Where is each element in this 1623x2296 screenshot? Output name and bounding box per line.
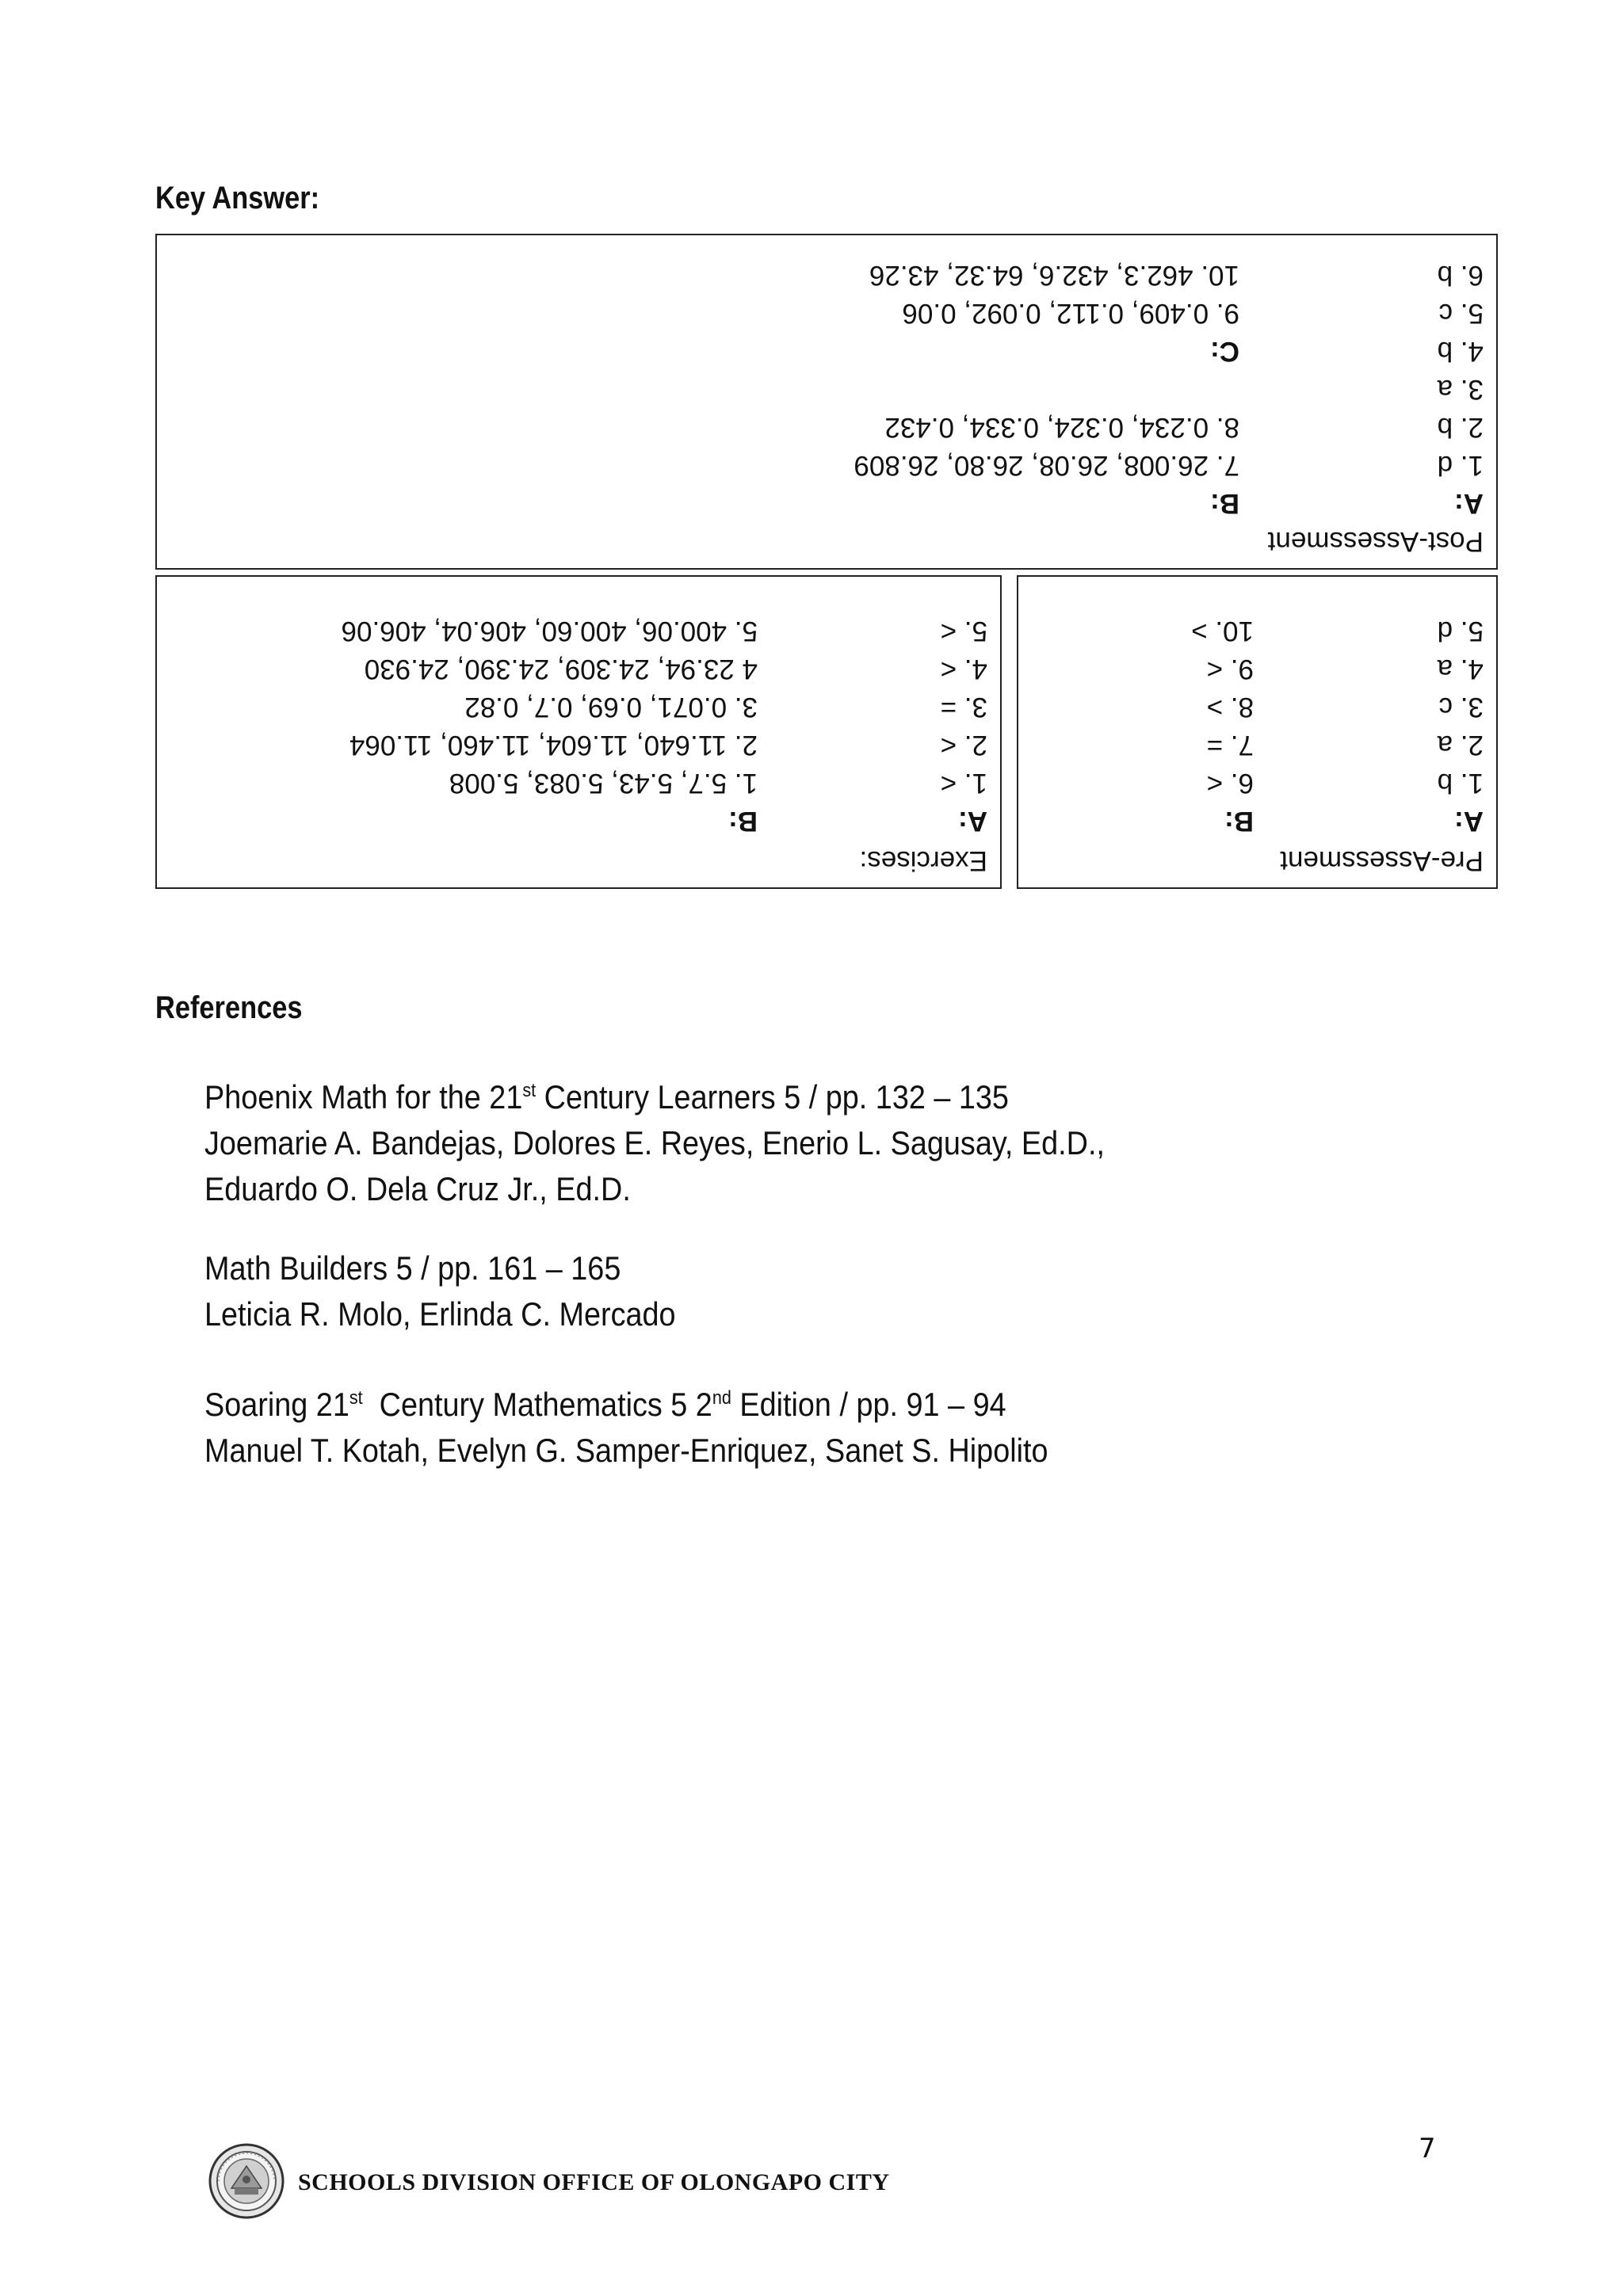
reference-title-text: Century Learners 5 / pp. 132 – 135 (536, 1078, 1009, 1116)
reference-authors: Eduardo O. Dela Cruz Jr., Ed.D. (204, 1170, 631, 1207)
post-answer-9: 9. 0.409, 0.112, 0.092, 0.06 (902, 298, 1239, 329)
reference-title-sup: st (522, 1080, 537, 1101)
pre-answer-3: 3. c (1438, 692, 1484, 723)
footer-office-name: SCHOOLS DIVISION OFFICE OF OLONGAPO CITY (298, 2169, 890, 2195)
reference-entry (204, 1245, 676, 1337)
post-answer-3: 3. a (1437, 374, 1484, 405)
reference-title (204, 1382, 1048, 1428)
reference-title-sup: st (349, 1387, 363, 1409)
exercise-a-answer-4: 4. < (940, 654, 987, 685)
pre-answer-4: 4. a (1437, 654, 1484, 685)
post-part-c-label: C: (1210, 336, 1239, 367)
post-part-a-label: A: (1454, 488, 1484, 519)
reference-title (204, 1074, 1105, 1120)
reference-title-text: Century Mathematics 5 2 (362, 1386, 712, 1423)
exercise-a-answer-3: 3. = (940, 692, 987, 723)
reference-title-text: Soaring 21 (204, 1386, 349, 1423)
reference-entry (204, 1382, 1048, 1474)
reference-authors: Joemarie A. Bandejas, Dolores E. Reyes, Enerio L. Sagusay, Ed.D., (204, 1124, 1105, 1161)
post-answer-7: 7. 26.008, 26.08, 26.80, 26.809 (854, 450, 1239, 481)
exercise-a-answer-5: 5. < (940, 616, 987, 646)
pre-answer-7: 7. = (1206, 730, 1254, 761)
exercise-b-answer-1: 1. 5.7, 5.43, 5.083, 5.008 (449, 768, 758, 799)
reference-title: Math Builders 5 / pp. 161 – 165 (204, 1249, 621, 1287)
key-answer-heading: Key Answer: (155, 181, 320, 215)
exercise-b-answer-3: 3. 0.071, 0.69, 0.7, 0.82 (464, 692, 758, 723)
pre-assessment-title: Pre-Assessment (1280, 845, 1484, 876)
post-answer-2: 2. b (1437, 412, 1484, 443)
reference-authors: Leticia R. Molo, Erlinda C. Mercado (204, 1295, 676, 1333)
page-number: 7 (1419, 2133, 1436, 2164)
pre-answer-10: 10. > (1191, 616, 1254, 646)
exercise-b-answer-2: 2. 11.640, 11.604, 11.460, 11.064 (349, 730, 758, 761)
pre-answer-2: 2. a (1437, 730, 1484, 761)
pre-answer-5: 5. d (1437, 616, 1484, 646)
exercises-title: Exercises: (859, 845, 987, 876)
post-answer-1: 1. d (1437, 450, 1484, 481)
division-seal-icon (208, 2142, 285, 2220)
post-assessment-box (155, 234, 1498, 570)
pre-assessment-box (1017, 575, 1498, 889)
post-answer-10: 10. 462.3, 432.6, 64.32, 43.26 (869, 260, 1239, 291)
exercises-part-b-label: B: (728, 806, 758, 837)
reference-entry (204, 1074, 1105, 1212)
reference-title-text: Edition / pp. 91 – 94 (731, 1386, 1006, 1423)
reference-title-sup: nd (712, 1387, 731, 1409)
references-heading: References (155, 990, 303, 1025)
exercise-b-answer-4: 4 23.94, 24.309, 24.390, 24.930 (364, 654, 758, 685)
exercise-a-answer-2: 2. < (940, 730, 987, 761)
pre-answer-9: 9. < (1206, 654, 1254, 685)
exercises-box (155, 575, 1002, 889)
post-part-b-label: B: (1210, 488, 1239, 519)
post-answer-5: 5. c (1438, 298, 1484, 329)
exercises-part-a-label: A: (958, 806, 987, 837)
post-answer-6: 6. b (1437, 260, 1484, 291)
pre-answer-8: 8. > (1206, 692, 1254, 723)
post-answer-8: 8. 0.234, 0.324, 0.334, 0.432 (884, 412, 1239, 443)
pre-part-b-label: B: (1224, 806, 1254, 837)
post-assessment-title: Post-Assessment (1267, 526, 1484, 557)
exercise-b-answer-5: 5. 400.06, 400.60, 406.04, 406.06 (341, 616, 758, 646)
pre-part-a-label: A: (1454, 806, 1484, 837)
pre-answer-6: 6. < (1206, 768, 1254, 799)
exercise-a-answer-1: 1. < (940, 768, 987, 799)
reference-authors: Manuel T. Kotah, Evelyn G. Samper-Enriquez, Sanet S. Hipolito (204, 1432, 1048, 1469)
reference-title-text: Phoenix Math for the 21 (204, 1078, 523, 1116)
post-answer-4: 4. b (1437, 336, 1484, 367)
pre-answer-1: 1. b (1437, 768, 1484, 799)
